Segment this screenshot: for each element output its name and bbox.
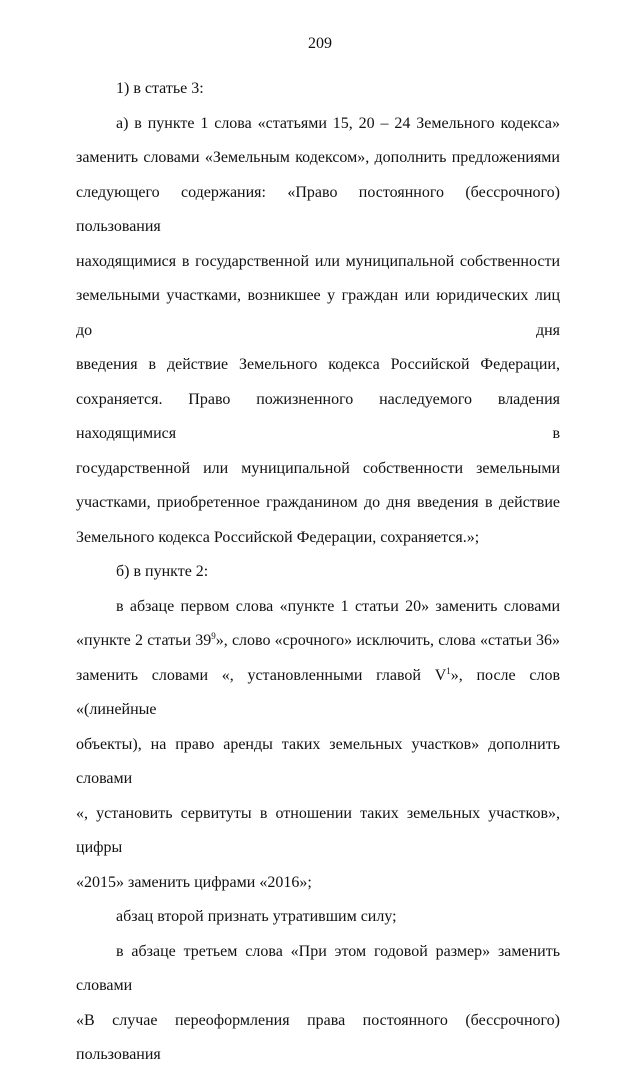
text-line [76, 659, 560, 728]
text-line: «В случае переоформления права постоянного (бессрочного) пользования [76, 1011, 560, 1063]
paragraph-third-abzac [76, 935, 560, 1073]
text-line: «2015» заменить цифрами «2016»; [76, 873, 312, 891]
paragraph-item-a [76, 107, 560, 556]
text-line: «, установить сервитуты в отношении таких земельных участков», цифры [76, 804, 560, 856]
text-line: введения в действие Земельного кодекса Российской Федерации, [76, 356, 560, 373]
text-fragment: », слово «срочного» исключить, слова «статьи 36» [215, 632, 560, 649]
paragraph-article-3: 1) в статье 3: [116, 80, 204, 97]
text-line: в абзаце первом слова «пункте 1 статьи 20» заменить словами [116, 597, 560, 615]
paragraph-item-b: б) в пункте 2: [116, 563, 209, 580]
superscript: 9 [211, 631, 216, 641]
text-line: государственной или муниципальной собственности земельными [76, 459, 560, 477]
text-line: земельными участками, возникшее у граждан или юридических лиц до дня [76, 287, 560, 339]
text-line: а) в пункте 1 слова «статьями 15, 20 – 24 Земельного кодекса» [116, 114, 560, 132]
text-line: в абзаце третьем слова «При этом годовой размер» заменить словами [76, 942, 560, 994]
text-line: сохраняется. Право пожизненного наследуемого владения находящимися в [76, 390, 560, 442]
document-body [76, 72, 560, 1073]
text-fragment: », после слов «(линейные [76, 666, 561, 718]
paragraph-first-abzac [76, 590, 560, 901]
text-line [76, 624, 560, 659]
text-fragment: «пункте 2 статьи 39 [76, 632, 212, 649]
paragraph-second-abzac: абзац второй признать утратившим силу; [116, 908, 397, 925]
superscript: 1 [446, 665, 451, 676]
text-line: участками, приобретенное гражданином до дня введения в действие [76, 494, 560, 511]
text-fragment: заменить словами «, установленными главой V [76, 666, 447, 684]
text-line: объекты), на право аренды таких земельных участков» дополнить словами [76, 735, 560, 787]
text-line: находящимися в государственной или муниципальной собственности [76, 252, 560, 270]
text-line: заменить словами «Земельным кодексом», дополнить предложениями [76, 149, 560, 166]
text-line: следующего содержания: «Право постоянного (бессрочного) пользования [76, 183, 560, 235]
text-line: Земельного кодекса Российской Федерации, сохраняется.»; [76, 528, 480, 546]
page-number: 209 [308, 35, 332, 52]
